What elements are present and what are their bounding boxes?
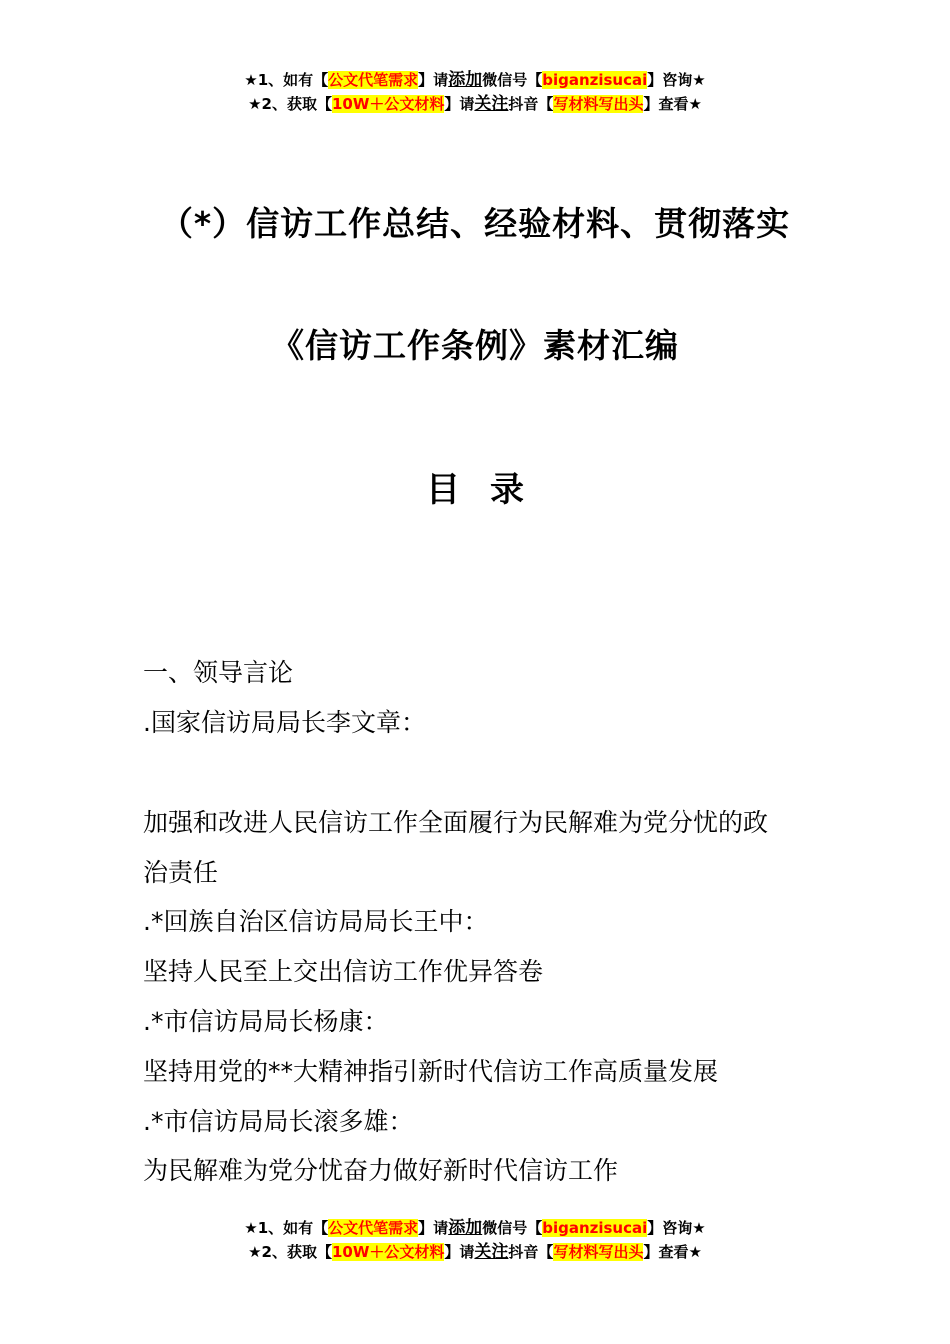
banner-highlight: 公文代笔需求 [328,1219,419,1237]
banner-text: 】咨询★ [647,71,706,89]
banner-underline: 添加 [448,1218,483,1238]
banner-text: 】请 [444,95,475,113]
toc-entry-title: 为民解难为党分忧奋力做好新时代信访工作 [143,1156,619,1185]
banner-text: ★2、获取【 [248,1243,332,1261]
banner-line-1 [0,68,950,92]
banner-line-2 [0,92,950,116]
toc-heading: 目录 [426,470,554,510]
toc-entry-title: 坚持人民至上交出信访工作优异答卷 [143,957,544,986]
section-heading: 一、领导言论 [143,658,294,687]
header-banner [0,68,950,116]
banner-text: 】咨询★ [647,1219,706,1237]
banner-underline: 关注 [474,94,509,114]
banner-text: 微信号【 [482,71,543,89]
footer-banner [0,1216,950,1264]
banner-text: 】查看★ [643,1243,702,1261]
toc-entry-author: .*市信访局局长滚多雄： [143,1107,414,1136]
toc-entry-title: 加强和改进人民信访工作全面履行为民解难为党分忧的政 [143,808,769,837]
banner-highlight: 公文代笔需求 [328,71,419,89]
banner-text: 】请 [418,1219,449,1237]
toc-entry-author: .*回族自治区信访局局长王中： [143,907,489,936]
banner-highlight: biganzisucai [542,71,648,89]
banner-highlight: 10W＋公文材料 [331,95,445,113]
banner-text: ★1、如有【 [244,1219,329,1237]
banner-line-2 [0,1240,950,1264]
banner-text: 】请 [418,71,449,89]
banner-highlight: 写材料写出头 [553,95,644,113]
banner-text: 抖音【 [508,1243,554,1261]
banner-text: 】请 [444,1243,475,1261]
banner-highlight: biganzisucai [542,1219,648,1237]
toc-entry-author: .*市信访局局长杨康： [143,1007,389,1036]
document-title-line-1: （*）信访工作总结、经验材料、贯彻落实 [159,204,791,243]
banner-text: ★2、获取【 [248,95,332,113]
banner-text: ★1、如有【 [244,71,329,89]
document-title-line-2: 《信访工作条例》素材汇编 [271,326,679,365]
banner-underline: 添加 [448,70,483,90]
banner-highlight: 写材料写出头 [553,1243,644,1261]
toc-entry-title-continued: 治责任 [143,858,219,887]
banner-text: 】查看★ [643,95,702,113]
toc-entry-title: 坚持用党的**大精神指引新时代信访工作高质量发展 [143,1057,719,1086]
banner-text: 抖音【 [508,95,554,113]
toc-entry-author: .国家信访局局长李文章： [143,708,426,737]
banner-underline: 关注 [474,1242,509,1262]
banner-text: 微信号【 [482,1219,543,1237]
banner-highlight: 10W＋公文材料 [331,1243,445,1261]
banner-line-1 [0,1216,950,1240]
